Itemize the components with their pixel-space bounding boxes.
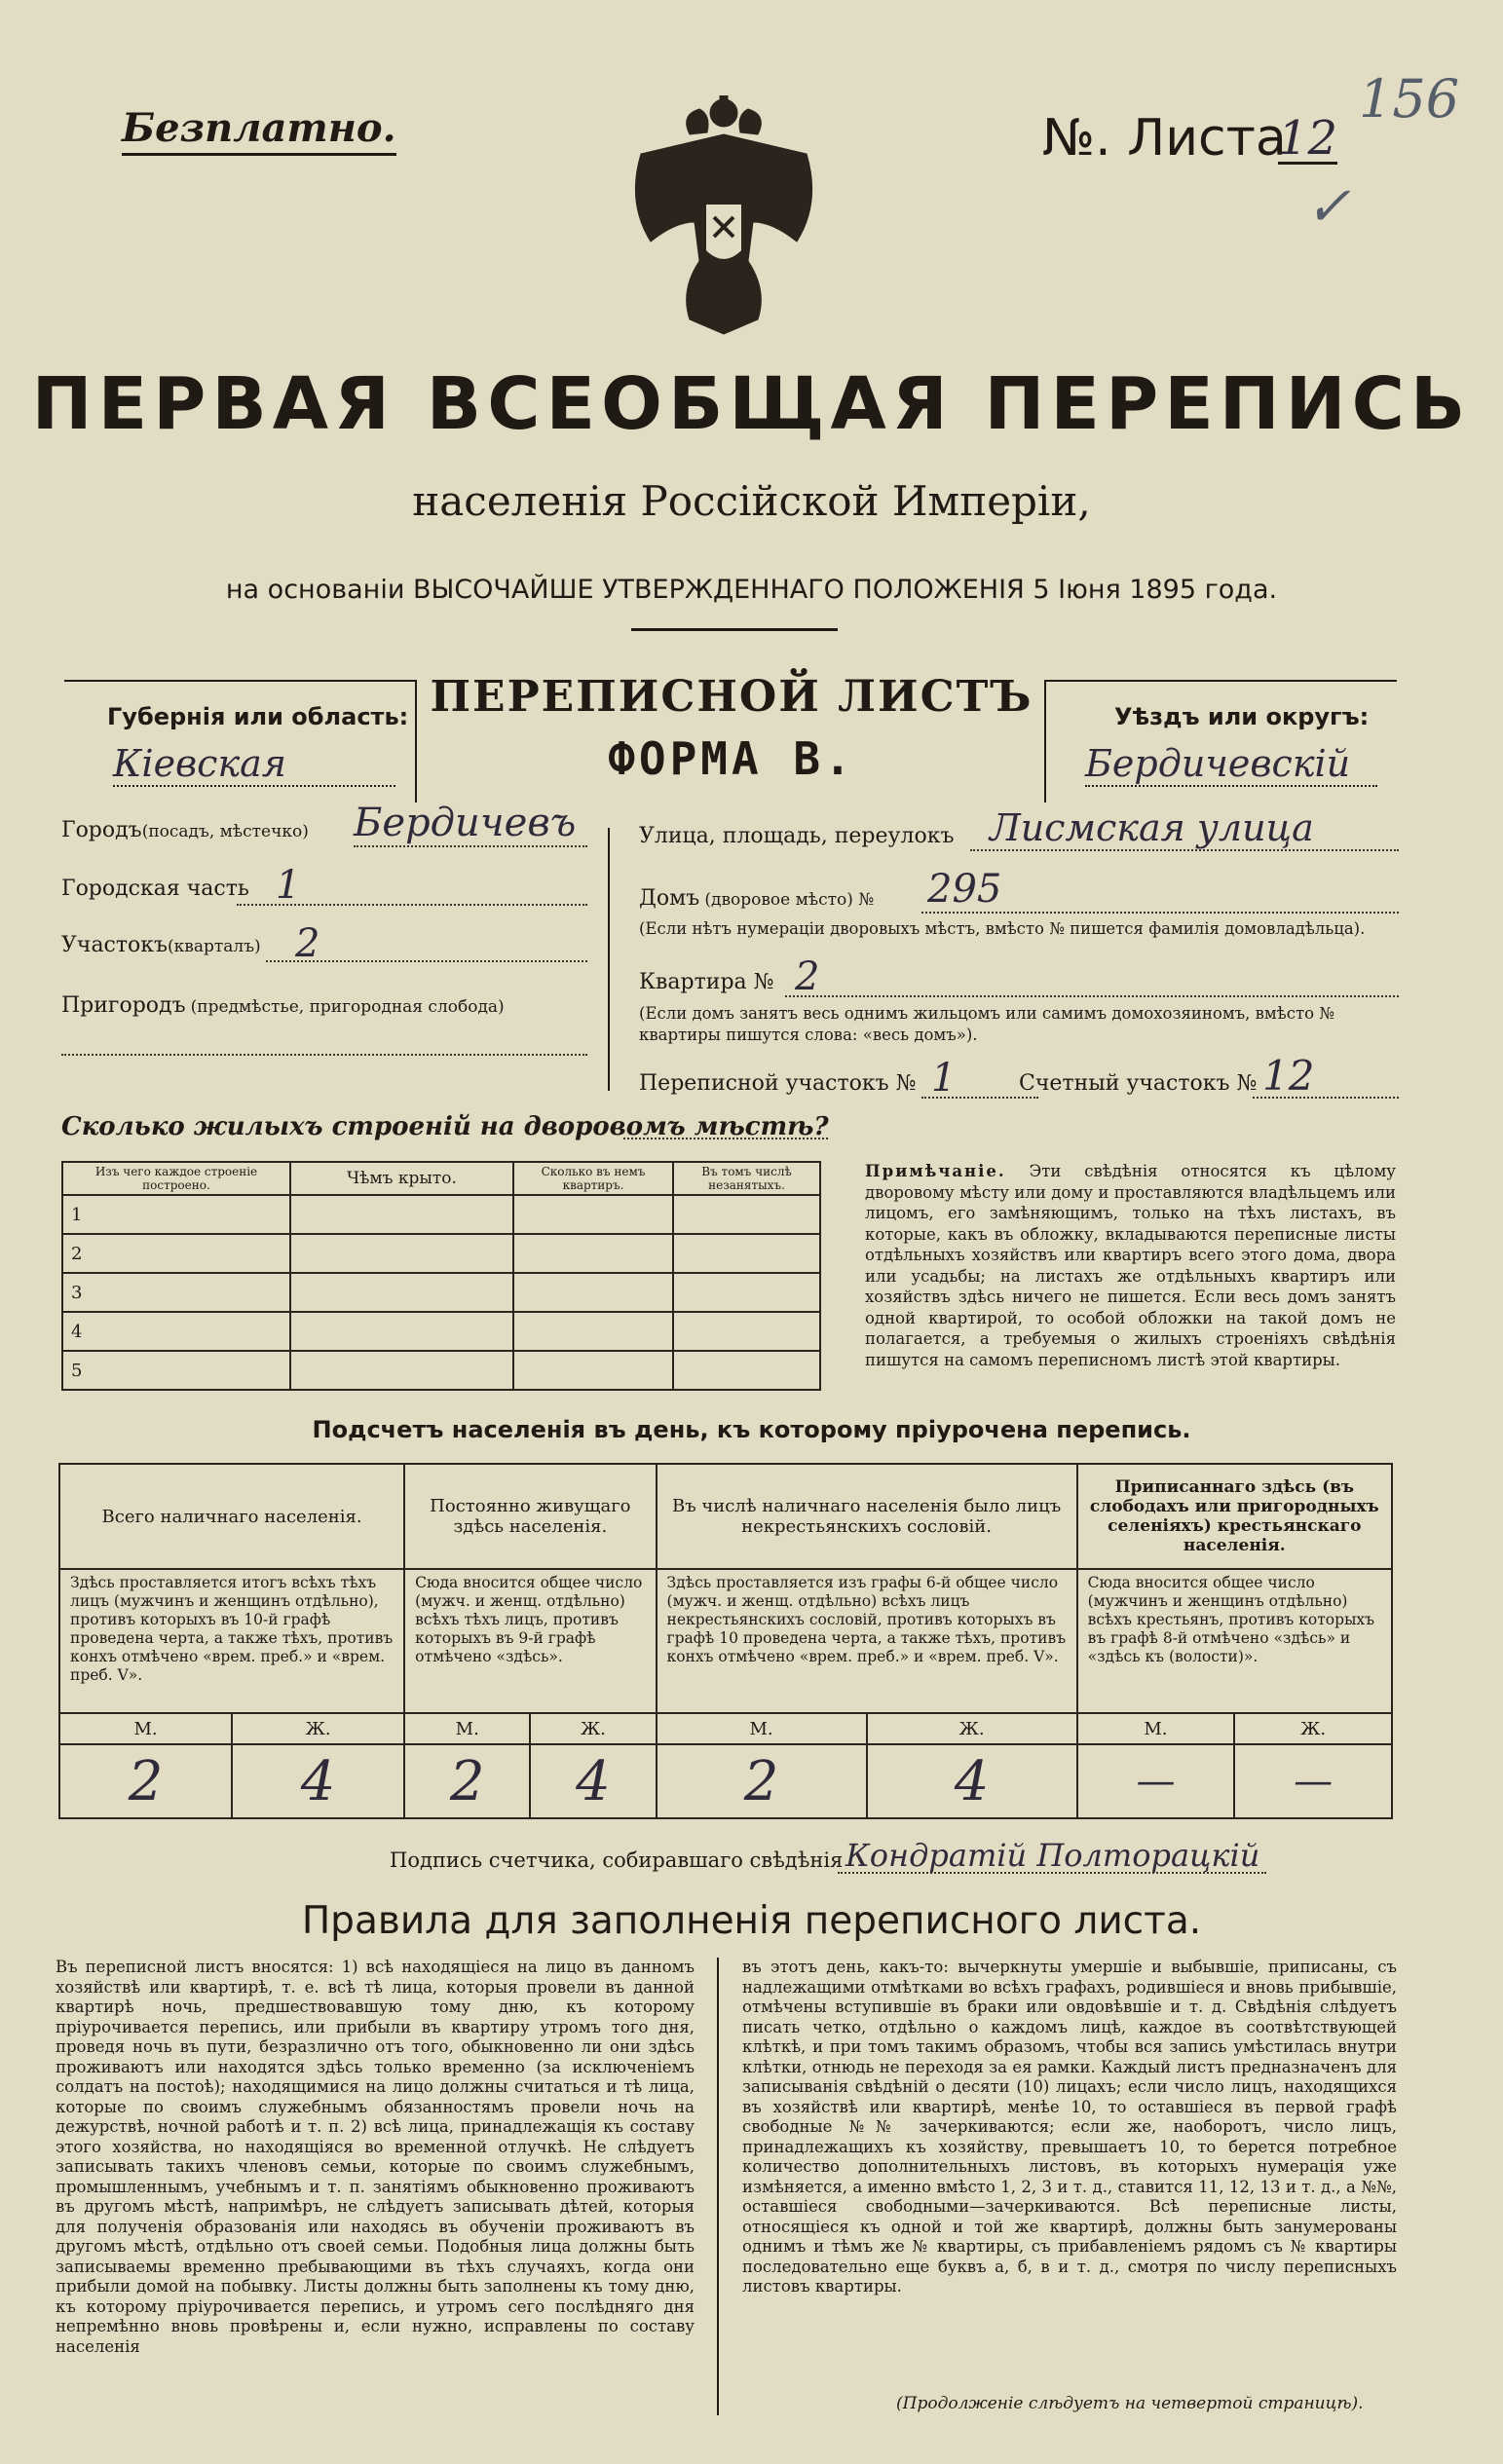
city-part-value: 1: [276, 863, 301, 908]
district-label: Участокъ: [61, 933, 169, 957]
count-col-2-head: Постоянно живущаго здѣсь населенія.: [404, 1464, 656, 1569]
header-apartments: Сколько въ немъ квартиръ.: [513, 1162, 673, 1195]
check-mark: ✓: [1305, 175, 1351, 239]
count-col-1-head: Всего наличнаго населенія.: [59, 1464, 404, 1569]
f-label: Ж.: [1234, 1713, 1392, 1744]
suburb-label: Пригородъ: [61, 993, 186, 1018]
city-hint: (посадъ, мѣстечко): [141, 822, 309, 841]
district-value: 2: [295, 921, 320, 966]
count-col-2-male: 2: [404, 1744, 530, 1818]
note-text: Эти свѣдѣнія относятся къ цѣлому дворовому мѣсту или дому и проставляются владѣльцемъ или лицомъ, его замѣняющимъ, только на тѣхъ листахъ, въ которые, какъ въ обложку, вкладываются переписные листы отдѣльныхъ хозяйствъ или квартиръ всего этого дома, двора или усадьбы; на листахъ же отдѣльныхъ квартиръ или хозяйствъ здѣсь ничего не пишется. Если весь домъ занятъ одной квартирой, то особой обложки на такой домъ не полагается, а требуемыя о жилыхъ строеніяхъ свѣдѣнія пишутся на самомъ переписномъ листѣ этой квартиры.: [865, 1162, 1396, 1369]
population-count-table: [58, 1463, 1393, 1819]
count-col-3-desc: Здѣсь проставляется изъ графы 6-й общее число (мужч. и женщ. отдѣльно) всѣхъ лицъ некрестьянскихъ сословій, противъ которыхъ въ графѣ 10 проведена черта, а также тѣхъ, противъ конхъ отмѣчено «врем. преб.» и «врем. преб. V».: [657, 1569, 1077, 1713]
table-row: 4: [62, 1312, 820, 1351]
apartment-value: 2: [795, 954, 820, 999]
house-hint: (дворовое мѣсто) №: [704, 890, 875, 910]
count-col-2-desc: Сюда вносится общее число (мужч. и женщ. отдѣльно) всѣхъ тѣхъ лицъ, противъ которыхъ въ 9-й графѣ отмѣчено «здѣсь».: [404, 1569, 656, 1713]
house-value: 295: [927, 867, 1002, 912]
signature-label: Подпись счетчика, собиравшаго свѣдѣнія: [390, 1848, 844, 1872]
page-title: ПЕРВАЯ ВСЕОБЩАЯ ПЕРЕПИСЬ: [31, 362, 1472, 446]
free-label: Безплатно.: [122, 105, 396, 156]
uezd-value: Бердичевскій: [1085, 742, 1377, 787]
title-divider: [631, 628, 838, 631]
double-headed-eagle-emblem: [621, 95, 826, 339]
table-row: 3: [62, 1273, 820, 1312]
suburb-hint: (предмѣстье, пригородная слобода): [190, 997, 505, 1017]
uezd-label: Уѣздъ или округъ:: [1114, 703, 1370, 730]
count-title: Подсчетъ населенія въ день, къ которому пріурочена перепись.: [312, 1416, 1191, 1443]
count-col-3-head: Въ числѣ наличнаго населенія было лицъ некрестьянскихъ сословій.: [657, 1464, 1077, 1569]
signature-line: [838, 1872, 1266, 1874]
m-label: М.: [404, 1713, 530, 1744]
count-col-3-female: 4: [867, 1744, 1077, 1818]
house-note: (Если нѣтъ нумераціи дворовыхъ мѣстъ, вмѣсто № пишется фамилія домовладѣльца).: [639, 919, 1366, 938]
count-col-3-male: 2: [657, 1744, 867, 1818]
rules-column-divider: [717, 1958, 719, 2415]
table-row: 1: [62, 1195, 820, 1234]
rules-continued: (Продолженіе слѣдуетъ на четвертой страницѣ).: [896, 2394, 1364, 2413]
address-divider: [608, 828, 610, 1091]
buildings-question: Сколько жилыхъ строеній на дворовомъ мѣстѣ?: [61, 1112, 829, 1141]
count-district-value: 12: [1262, 1052, 1315, 1100]
count-col-4-female: —: [1234, 1744, 1392, 1818]
buildings-note: [865, 1161, 1396, 1370]
buildings-table: [61, 1161, 821, 1391]
count-district-label: Счетный участокъ №: [1019, 1071, 1258, 1096]
left-address-fields: [61, 801, 607, 1062]
legal-basis: на основаніи ВЫСОЧАЙШЕ УТВЕРЖДЕННАГО ПОЛОЖЕНІЯ 5 Іюня 1895 года.: [225, 575, 1278, 605]
census-district-value: 1: [931, 1056, 957, 1101]
census-district-label: Переписной участокъ №: [639, 1071, 917, 1096]
right-address-fields: [639, 806, 1399, 1110]
m-label: М.: [1077, 1713, 1235, 1744]
buildings-answer-line: [623, 1138, 828, 1139]
f-label: Ж.: [232, 1713, 404, 1744]
header-material: Изъ чего каждое строеніе построено.: [62, 1162, 290, 1195]
count-col-1-male: 2: [59, 1744, 232, 1818]
apartment-label: Квартира №: [639, 970, 774, 994]
f-label: Ж.: [530, 1713, 656, 1744]
sheet-number-label: №. Листа: [1042, 109, 1287, 168]
rules-left-column: Въ переписной листъ вносятся: 1) всѣ находящіеся на лицо въ данномъ хозяйствѣ или квартирѣ, т. е. всѣ тѣ лица, которыя провели въ данной квартирѣ ночь, предшествовавшую тому дню, къ которому пріурочивается перепись, или прибыли въ квартиру утромъ того дня, проведя ночь въ пути, безразлично отъ того, обыкновенно ли они здѣсь проживаютъ или находятся здѣсь только временно (за исключеніемъ солдатъ на постоѣ); находящимися на лицо должны считаться и тѣ лица, которые по своимъ служебнымъ обязанностямъ провели ночь на дежурствѣ, ночной работѣ и т. п. 2) всѣ лица, принадлежащія къ составу этого хозяйства, но находящіяся во временной отлучкѣ. Не слѣдуетъ записывать такихъ членовъ семьи, которые по своимъ служебнымъ, промышленнымъ, учебнымъ и т. п. занятіямъ обыкновенно проживаютъ въ другомъ мѣстѣ, напримѣръ, не слѣдуетъ записывать дѣтей, которыя для полученія образованія или находясь въ обученіи проживаютъ въ другомъ мѣстѣ, отдѣльно отъ своей семьи. Подобныя лица должны быть записываемы временно пребывающими въ тѣхъ случаяхъ, когда они прибыли домой на побывку. Листы должны быть заполнены къ тому дню, къ которому пріурочивается перепись, и утромъ сего послѣдняго дня непремѣнно вновь провѣрены и, если нужно, исправлены по составу населенія: [56, 1958, 695, 2356]
city-part-label: Городская часть: [61, 877, 249, 901]
count-col-1-desc: Здѣсь проставляется итогъ всѣхъ тѣхъ лицъ (мужчинъ и женщинъ отдѣльно), противъ которыхъ въ 10-й графѣ проведена черта, а также тѣхъ, противъ конхъ отмѣчено «врем. преб.» и «врем. преб. V».: [59, 1569, 404, 1713]
rules-title: Правила для заполненія переписного листа.: [301, 1899, 1202, 1943]
note-label: Примѣчаніе.: [865, 1162, 1006, 1180]
gubernia-label: Губернія или область:: [107, 703, 409, 730]
house-label: Домъ: [639, 886, 700, 911]
count-col-4-male: —: [1077, 1744, 1235, 1818]
table-row: 2: [62, 1234, 820, 1273]
gubernia-value: Кіевская: [113, 742, 395, 787]
sheet-number-value: 12: [1278, 111, 1338, 166]
apartment-note: (Если домъ занятъ весь однимъ жильцомъ или самимъ домохозяиномъ, вмѣсто № квартиры пишутся слова: «весь домъ»).: [639, 1004, 1334, 1044]
uezd-box: [1044, 680, 1397, 803]
gubernia-box: [64, 680, 417, 803]
header-vacant: Въ томъ числѣ незанятыхъ.: [673, 1162, 820, 1195]
signature-value: Кондратій Полторацкій: [845, 1837, 1260, 1874]
count-col-2-female: 4: [530, 1744, 656, 1818]
table-row: 5: [62, 1351, 820, 1390]
district-hint: (кварталъ): [168, 937, 261, 956]
page-subtitle: населенія Россійской Имперіи,: [412, 477, 1091, 525]
archive-number: 156: [1359, 68, 1460, 130]
rules-right-column: въ этотъ день, какъ-то: вычеркнуты умершіе и выбывшіе, приписаны, съ надлежащими отмѣтками во всѣхъ графахъ, родившіеся и вновь прибывшіе, отмѣчены вступившіе въ браки или овдовѣвшіе и т. д. Свѣдѣнія слѣдуетъ писать четко, отдѣльно о каждомъ лицѣ, каждое въ соотвѣтствующей клѣткѣ, и при томъ такимъ образомъ, чтобы вся запись умѣстилась внутри клѣтки, отнюдь не переходя за ея рамки. Каждый листъ предназначенъ для записыванія свѣдѣній о десяти (10) лицахъ; если число лицъ, находящихся въ хозяйствѣ или квартирѣ, менѣе 10, то оставшіеся въ первой графѣ свободные №№ зачеркиваются; если же, наоборотъ, число лицъ, принадлежащихъ къ хозяйству, превышаетъ 10, то берется потребное количество дополнительныхъ листовъ, въ которыхъ нумерація уже измѣняется, а именно вмѣсто 1, 2, 3 и т. д., ставится 11, 12, 13 и т. д., а №№, оставшіеся свободными—зачеркиваются. Всѣ переписные листы, относящіеся къ одной и той же квартирѣ, должны быть занумерованы однимъ и тѣмъ же № квартиры, съ прибавленіемъ рядомъ съ № квартиры последовательно еще буквъ а, б, в и т. д., смотря по числу переписныхъ листовъ квартиры.: [742, 1958, 1397, 2296]
city-value: Бердичевъ: [354, 801, 577, 845]
header-roof: Чѣмъ крыто.: [290, 1162, 513, 1195]
count-col-4-desc: Сюда вносится общее число (мужчинъ и женщинъ отдѣльно) всѣхъ крестьянъ, противъ которыхъ въ графѣ 8-й отмѣчено «здѣсь» и «здѣсь къ (волости)».: [1077, 1569, 1392, 1713]
street-value: Лисмская улица: [990, 806, 1314, 849]
count-col-1-female: 4: [232, 1744, 404, 1818]
street-label: Улица, площадь, переулокъ: [639, 824, 955, 848]
form-type: ФОРМА В.: [608, 732, 855, 785]
m-label: М.: [657, 1713, 867, 1744]
city-label: Городъ: [61, 818, 142, 842]
f-label: Ж.: [867, 1713, 1077, 1744]
count-col-4-head: Приписаннаго здѣсь (въ слободахъ или пригородныхъ селеніяхъ) крестьянскаго населенія.: [1077, 1464, 1392, 1569]
m-label: М.: [59, 1713, 232, 1744]
form-name: ПЕРЕПИСНОЙ ЛИСТЪ: [430, 672, 1033, 722]
